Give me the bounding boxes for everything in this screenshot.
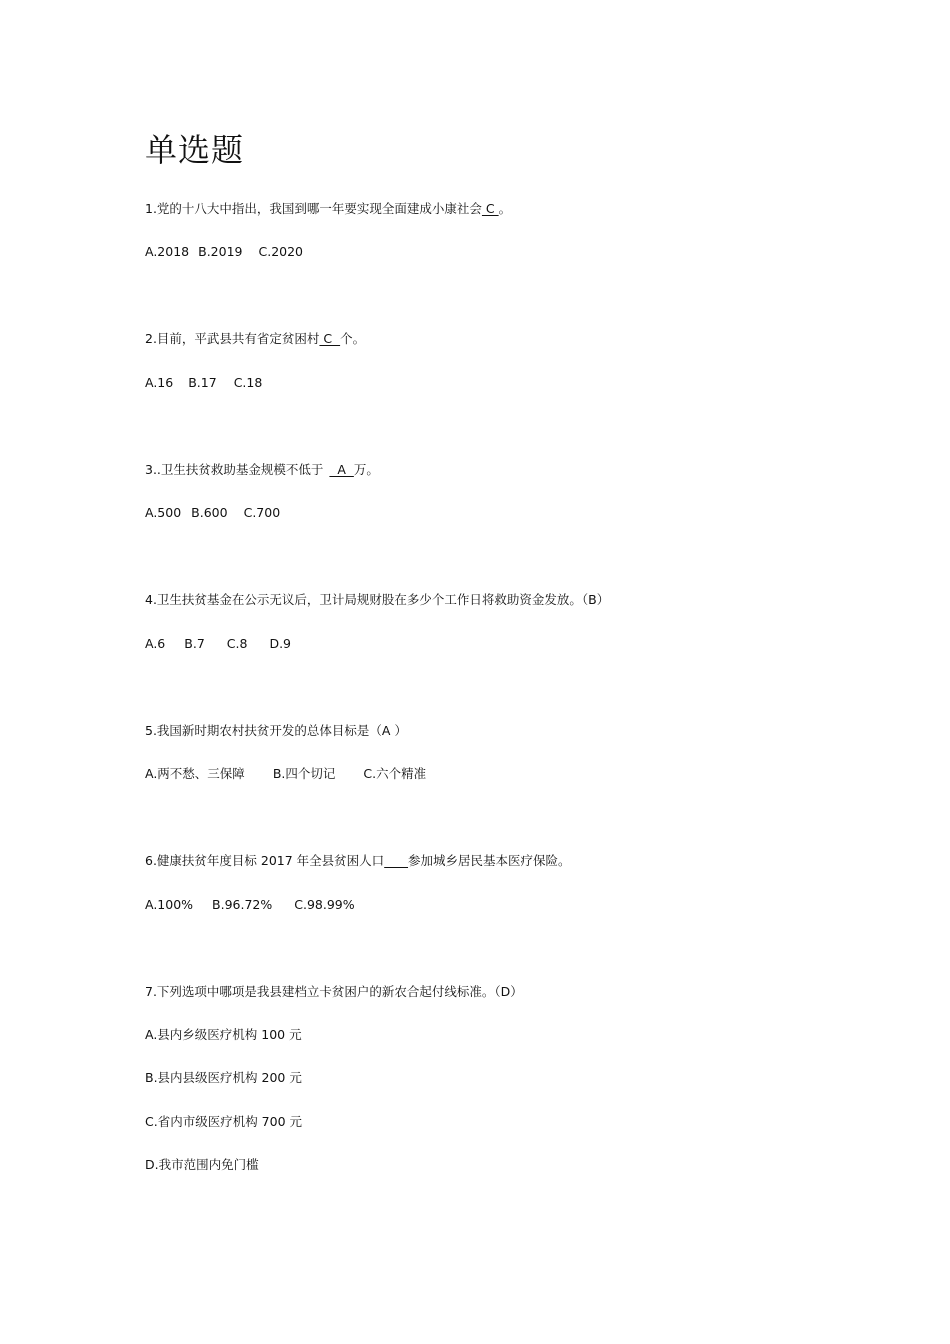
question-7: 7.下列选项中哪项是我县建档立卡贫困户的新农合起付线标准。（D） (145, 984, 523, 999)
question-6-answer-blank (384, 852, 408, 870)
question-6-text: 6.健康扶贫年度目标 2017 年全县贫困人口 (145, 853, 385, 868)
option: B.17 (188, 375, 217, 390)
option: A.500 (145, 505, 182, 520)
question-3-text: 3..卫生扶贫救助基金规模不低于 (145, 462, 324, 477)
option: A.6 (145, 636, 166, 651)
question-7-option-d: D.我市范围内免门槛 (145, 1157, 259, 1172)
question-5: 5.我国新时期农村扶贫开发的总体目标是（A ） (145, 723, 407, 738)
option: B.2019 (198, 244, 243, 259)
question-4-options (145, 635, 291, 653)
question-7-option-a: A.县内乡级医疗机构 100 元 (145, 1027, 302, 1042)
option: C.18 (233, 375, 263, 390)
question-3-options (145, 504, 280, 522)
option: B.96.72% (212, 897, 273, 912)
question-1-suffix: 。 (498, 201, 512, 216)
question-1 (145, 200, 511, 218)
question-2-suffix: 个。 (340, 331, 366, 346)
option: B.四个切记 (272, 766, 336, 781)
option: D.9 (269, 636, 291, 651)
question-3-answer-blank: A (329, 462, 354, 477)
question-3 (145, 461, 379, 479)
question-6-options (145, 896, 355, 914)
option: B.600 (191, 505, 228, 520)
question-1-options (145, 243, 303, 261)
option: A.100% (145, 897, 194, 912)
question-5-options (145, 765, 426, 783)
option: C.700 (243, 505, 281, 520)
question-6-suffix: 参加城乡居民基本医疗保险。 (408, 853, 571, 868)
option: C.六个精准 (363, 766, 427, 781)
question-3-suffix: 万。 (353, 462, 379, 477)
option: C.8 (226, 636, 248, 651)
question-2 (145, 330, 365, 348)
option: A.2018 (145, 244, 190, 259)
question-4: 4.卫生扶贫基金在公示无议后，卫计局规财股在多少个工作日将救助资金发放。（B） (145, 592, 610, 607)
question-2-options (145, 374, 262, 392)
option: C.98.99% (294, 897, 355, 912)
question-7-option-c: C.省内市级医疗机构 700 元 (145, 1114, 303, 1129)
question-1-text: 1.党的十八大中指出，我国到哪一年要实现全面建成小康社会 (145, 201, 482, 216)
option: B.7 (184, 636, 205, 651)
question-2-answer-blank: C (319, 331, 341, 346)
question-2-text: 2.目前，平武县共有省定贫困村 (145, 331, 320, 346)
question-6 (145, 852, 571, 870)
option: C.2020 (258, 244, 304, 259)
question-1-answer-blank: C (481, 201, 499, 216)
option: A.16 (145, 375, 174, 390)
page-title: 单选题 (145, 131, 245, 169)
option: A.两不愁、三保障 (145, 766, 245, 781)
question-7-option-b: B.县内县级医疗机构 200 元 (145, 1070, 302, 1085)
